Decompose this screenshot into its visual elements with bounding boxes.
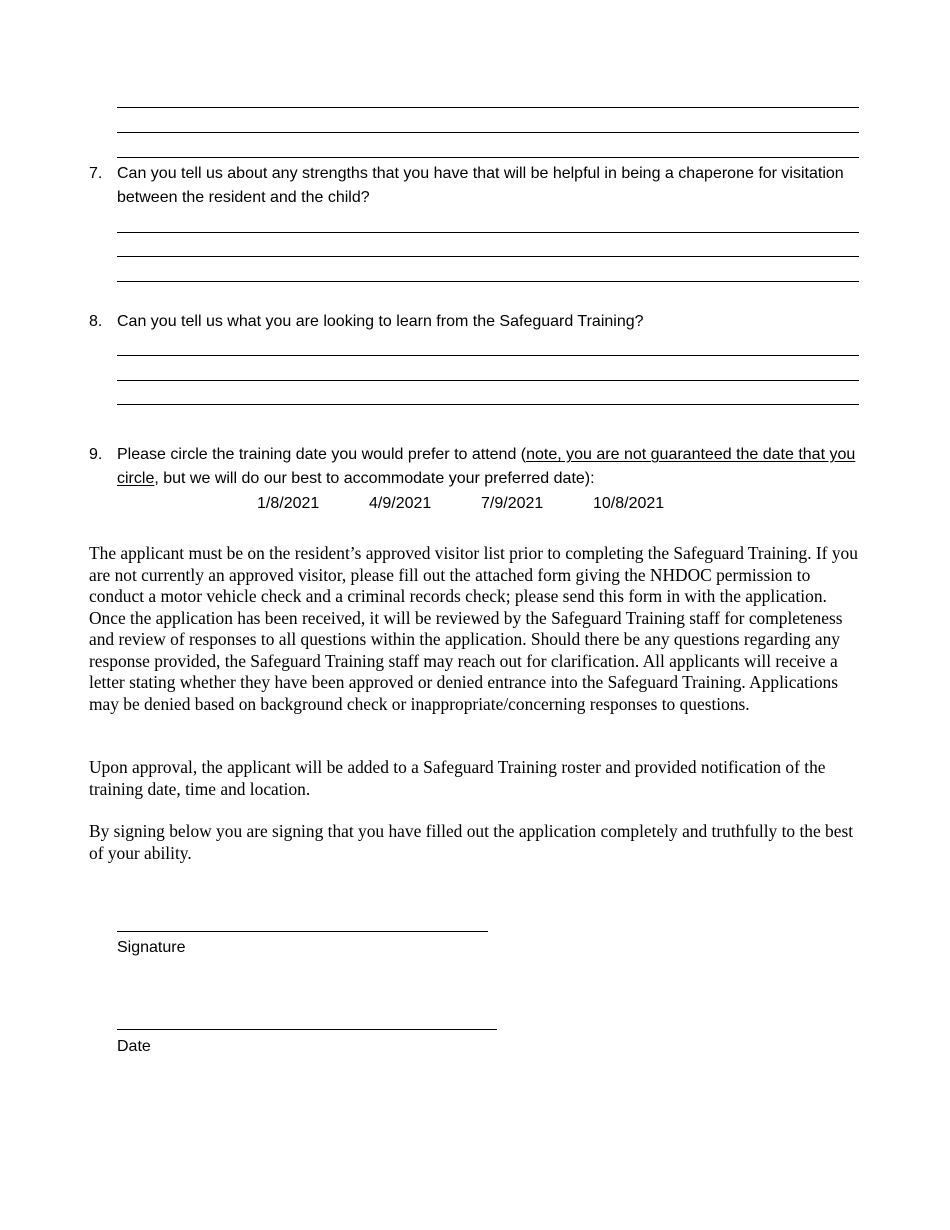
training-date-option[interactable]: 4/9/2021 [369,495,432,512]
roster-notification-paragraph: Upon approval, the applicant will be added to a Safeguard Training roster and provided notification of the training date, time and location. [89,757,826,799]
answer-line[interactable] [117,132,859,133]
answer-line[interactable] [117,107,859,108]
answer-line[interactable] [117,281,859,282]
answer-line[interactable] [117,157,859,158]
training-date-option[interactable]: 7/9/2021 [481,495,544,512]
question-9-text-after: , but we will do our best to accommodate your preferred date): [154,470,595,487]
question-9-text-before: Please circle the training date you would prefer to attend ( [117,446,527,463]
answer-line[interactable] [117,232,859,233]
training-date-option[interactable]: 10/8/2021 [593,495,665,512]
question-9-note-underlined: note, you are not guaranteed the date that you circle [117,446,856,487]
answer-line[interactable] [117,404,859,405]
training-date-option[interactable]: 1/8/2021 [257,495,320,512]
answer-line[interactable] [117,355,859,356]
question-9-text [117,443,862,491]
question-7-number: 7. [89,165,103,182]
date-line[interactable] [117,1029,497,1030]
question-8-text: Can you tell us what you are looking to learn from the Safeguard Training? [117,313,644,330]
answer-line[interactable] [117,380,859,381]
question-8-number: 8. [89,313,103,330]
approval-requirements-paragraph: The applicant must be on the resident’s approved visitor list prior to completing the Safeguard Training. If you are not currently an approved visitor, please fill out the attached form giving the NHDOC permission to conduct a motor vehicle check and a criminal records check; please send this form in with the application. Once the application has been received, it will be reviewed by the Safeguard Training staff for completeness and review of responses to all questions within the application. Should there be any questions regarding any response provided, the Safeguard Training staff may reach out for clarification. All applicants will receive a letter stating whether they have been approved or denied entrance into the Safeguard Training. Applications may be denied based on background check or inappropriate/concerning responses to questions. [89,543,858,714]
signing-statement-paragraph: By signing below you are signing that you have filled out the application completely and truthfully to the best of your ability. [89,821,854,863]
training-date-options [257,492,664,516]
signature-label: Signature [117,939,186,956]
question-9-number: 9. [89,446,103,463]
date-label: Date [117,1038,151,1055]
question-7-text: Can you tell us about any strengths that you have that will be helpful in being a chaperone for visitation between the resident and the child? [117,165,844,206]
answer-line[interactable] [117,256,859,257]
signature-line[interactable] [117,931,488,932]
